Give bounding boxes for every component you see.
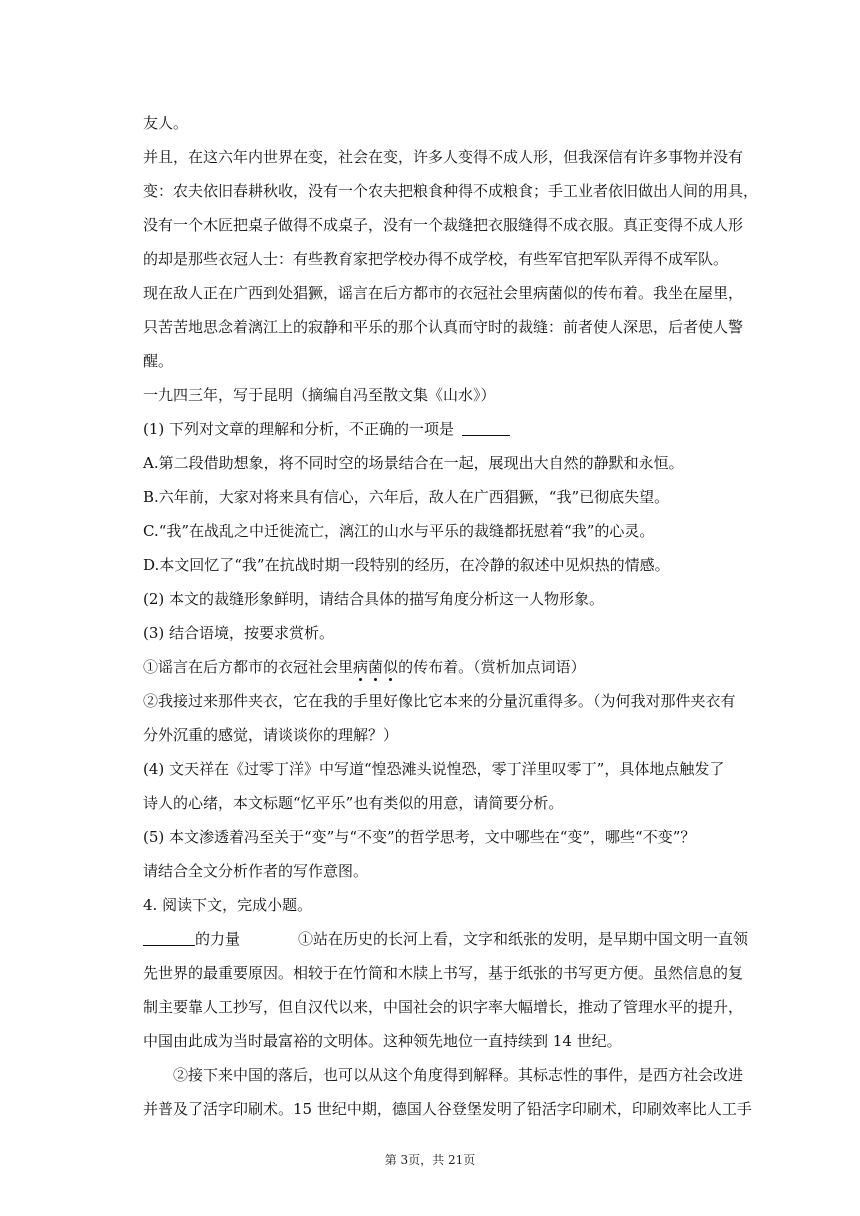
section-4-heading: 4. 阅读下文，完成小题。 [143, 896, 313, 914]
question-1-stem: (1) 下列对文章的理解和分析，不正确的一项是 [143, 420, 455, 438]
option-d: D.本文回忆了“我”在抗战时期一段特别的经历，在冷静的叙述中见炽热的情感。 [143, 556, 670, 574]
passage-title-suffix: 的力量 [195, 930, 241, 948]
option-c: C.“我”在战乱之中迁徙流亡，漓江的山水与平乐的裁缝都抚慰着“我”的心灵。 [143, 522, 655, 540]
question-3-item-2: ②我接过来那件夹衣，它在我的手里好像比它本来的分量沉重得多。（为何我对那件夹衣有 [143, 692, 736, 710]
text-line: 只苦苦地思念着漓江上的寂静和平乐的那个认真而守时的裁缝：前者使人深思，后者使人警 [143, 318, 744, 336]
title-blank[interactable] [143, 927, 195, 946]
page-footer: 第 3页，共 21页 [384, 1153, 476, 1167]
answer-blank[interactable] [462, 417, 510, 436]
question-4: (4) 文天祥在《过零丁洋》中写道“惶恐滩头说惶恐，零丁洋里叹零丁”，具体地点触发了 [143, 760, 725, 778]
option-b: B.六年前，大家对将来具有信心，六年后，敌人在广西猖獗，“我”已彻底失望。 [143, 488, 670, 506]
paragraph-1-start: ①站在历史的长河上看，文字和纸张的发明，是早期中国文明一直领 [298, 930, 749, 948]
passage-title-line [143, 922, 748, 956]
question-3-item-2-cont: 分外沉重的感觉，请谈谈你的理解？） [143, 726, 399, 744]
question-3: (3) 结合语境，按要求赏析。 [143, 624, 335, 642]
text-line: 醒。 [143, 352, 174, 370]
text-line: 友人。 [143, 114, 189, 132]
paragraph-2-line: 并普及了活字印刷术。15 世纪中期，德国人谷登堡发明了铅活字印刷术，印刷效率比人工手 [143, 1100, 752, 1118]
question-1 [143, 412, 748, 446]
text-line: 没有一个木匠把桌子做得不成桌子，没有一个裁缝把衣服缝得不成衣服。真正变得不成人形 [143, 216, 744, 234]
text-line: 并且，在这六年内世界在变，社会在变，许多人变得不成人形，但我深信有许多事物并没有 [143, 148, 744, 166]
dotted-char: 病 [353, 650, 368, 684]
question-4-cont: 诗人的心绪，本文标题“忆平乐”也有类似的用意，请简要分析。 [143, 794, 564, 812]
paragraph-1-line: 先世界的最重要原因。相较于在竹简和木牍上书写，基于纸张的书写更方便。虽然信息的复 [143, 964, 744, 982]
text-line: 现在敌人正在广西到处猖獗，谣言在后方都市的衣冠社会里病菌似的传布着。我坐在屋里， [143, 284, 744, 302]
dotted-char: 菌 [368, 650, 383, 684]
page-content [143, 106, 759, 1126]
text-line: 的却是那些衣冠人士：有些教育家把学校办得不成学校，有些军官把军队弄得不成军队。 [143, 250, 729, 268]
dotted-char: 似 [383, 650, 398, 684]
paragraph-1-line: 制主要靠人工抄写，但自汉代以来，中国社会的识字率大幅增长，推动了管理水平的提升， [143, 998, 744, 1016]
text-line: 变：农夫依旧春耕秋收，没有一个农夫把粮食种得不成粮食；手工业者依旧做出人间的用具， [143, 182, 759, 200]
question-5: (5) 本文渗透着冯至关于“变”与“不变”的哲学思考，文中哪些在“变”，哪些“不变”？ [143, 828, 696, 846]
option-a: A.第二段借助想象，将不同时空的场景结合在一起，展现出大自然的静默和永恒。 [143, 454, 684, 472]
question-2: (2) 本文的裁缝形象鲜明，请结合具体的描写角度分析这一人物形象。 [143, 590, 605, 608]
paragraph-1-line: 中国由此成为当时最富裕的文明体。这种领先地位一直持续到 14 世纪。 [143, 1032, 622, 1050]
question-5-cont: 请结合全文分析作者的写作意图。 [143, 862, 369, 880]
source-note: 一九四三年，写于昆明（摘编自冯至散文集《山水》） [143, 386, 496, 404]
question-3-item-1: ①谣言在后方都市的衣冠社会里病菌似的传布着。（赏析加点词语） [143, 650, 748, 684]
paragraph-2-start: ②接下来中国的落后，也可以从这个角度得到解释。其标志性的事件，是西方社会改进 [173, 1066, 744, 1084]
